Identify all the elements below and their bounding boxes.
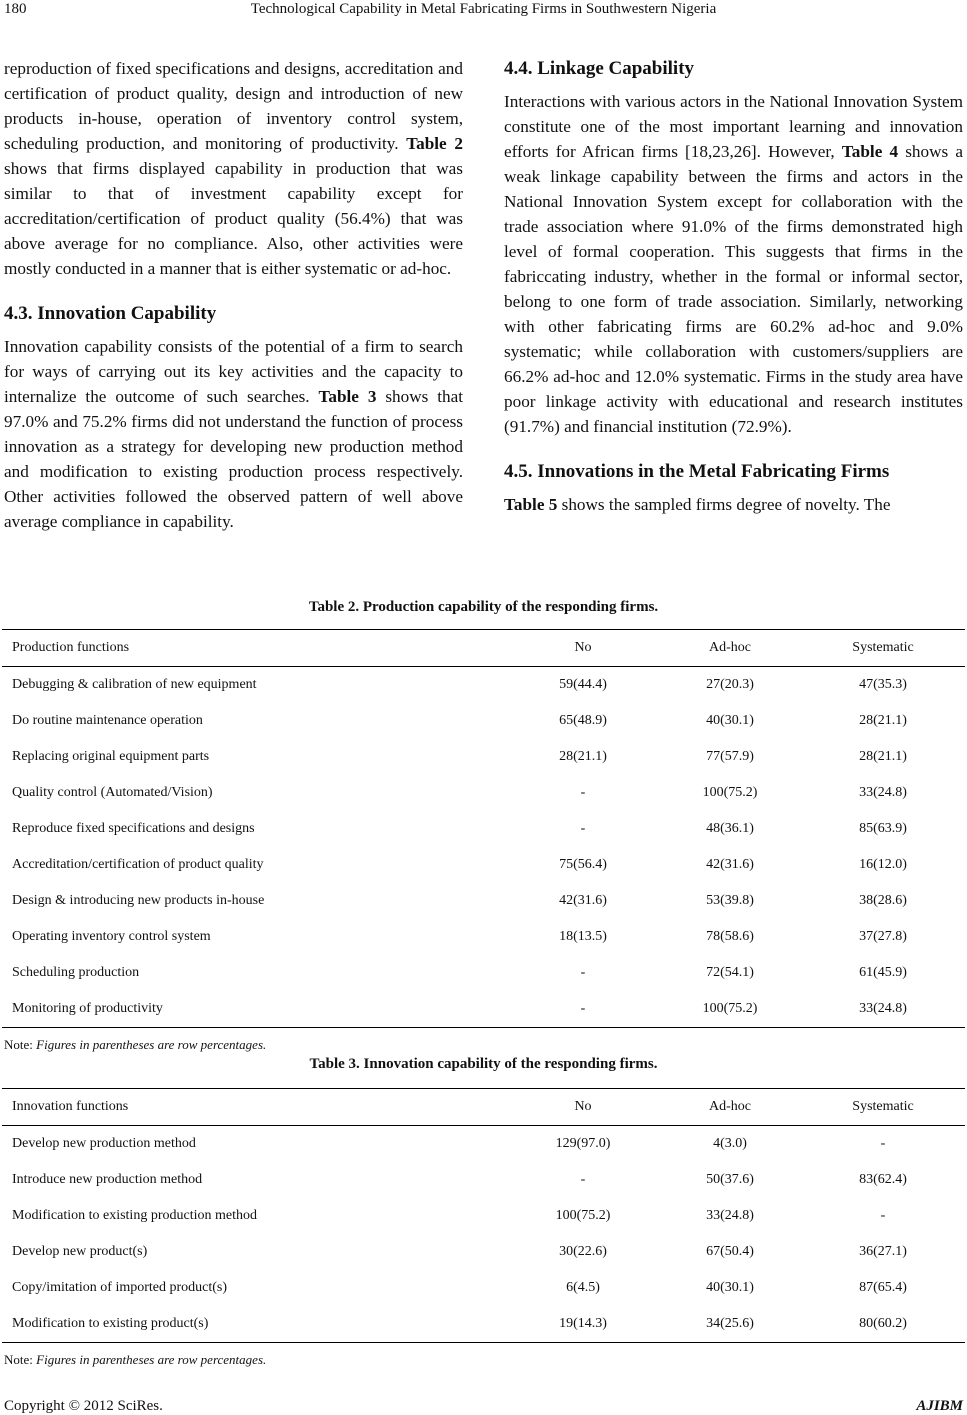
table-cell: Operating inventory control system: [12, 929, 211, 944]
table-cell: 42(31.6): [559, 893, 607, 908]
table-cell: Replacing original equipment parts: [12, 749, 210, 764]
table-row: [2, 1162, 965, 1198]
table-reference: Table 4: [841, 142, 899, 161]
table-cell: 83(62.4): [859, 1172, 907, 1187]
table-cell: 59(44.4): [559, 677, 607, 692]
table-cell: 4(3.0): [713, 1136, 747, 1151]
right-column: [504, 56, 963, 517]
table-reference: Table 3: [318, 387, 377, 406]
table-row: [2, 919, 965, 955]
table-row: [2, 847, 965, 883]
paragraph: Table 5 shows the sampled firms degree of novelty. The: [504, 495, 891, 514]
journal-abbreviation: AJIBM: [916, 1398, 963, 1414]
table-cell: -: [580, 821, 586, 836]
column-header: No: [574, 1099, 592, 1114]
table-row: [2, 955, 965, 991]
table-caption: Table 2. Production capability of the responding firms.: [308, 599, 659, 615]
table-cell: 75(56.4): [559, 857, 607, 872]
table-cell: 129(97.0): [555, 1136, 611, 1151]
table-cell: 38(28.6): [859, 893, 907, 908]
table-cell: 34(25.6): [706, 1316, 754, 1331]
table-reference: Table 2: [406, 134, 463, 153]
table-cell: Reproduce fixed specifications and designs: [12, 821, 255, 836]
table-cell: 33(24.8): [706, 1208, 754, 1223]
table-cell: 30(22.6): [559, 1244, 607, 1259]
table-cell: 6(4.5): [566, 1280, 600, 1295]
table-cell: 77(57.9): [706, 749, 754, 764]
table-row: [2, 1270, 965, 1306]
table-cell: 37(27.8): [859, 929, 907, 944]
table-2-block: [0, 597, 967, 1053]
paragraph: reproduction of fixed specifications and designs, accreditation and certification of product quality, design and introduction of new products in-house, operation of inventory control system, scheduling production, and monitoring of productivity. Table 2 shows that firms displayed capability in production that was similar to that of investment capability except for accreditation/certification of product quality (56.4%) that was above average for no compliance. Also, other activities were mostly conducted in a manner that is either systematic or ad-hoc.: [4, 59, 463, 278]
table-cell: 33(24.8): [859, 785, 907, 800]
column-header: Systematic: [852, 640, 914, 655]
table-cell: 87(65.4): [859, 1280, 907, 1295]
table-cell: 42(31.6): [706, 857, 754, 872]
table-cell: 27(20.3): [706, 677, 754, 692]
table-cell: 40(30.1): [706, 1280, 754, 1295]
table-cell: Develop new production method: [12, 1136, 196, 1151]
table-cell: 67(50.4): [706, 1244, 754, 1259]
table-row: [2, 739, 965, 775]
table-cell: 50(37.6): [706, 1172, 754, 1187]
table-cell: Accreditation/certification of product quality: [12, 857, 264, 872]
table-cell: 65(48.9): [559, 713, 607, 728]
table-row: [2, 1234, 965, 1270]
column-header: Ad-hoc: [709, 1099, 751, 1114]
table-row: [2, 1126, 965, 1163]
table-3-block: [0, 1054, 967, 1368]
table-cell: 100(75.2): [555, 1208, 611, 1223]
table-row: [2, 1198, 965, 1234]
table-cell: Develop new product(s): [12, 1244, 148, 1259]
table-cell: Scheduling production: [12, 965, 140, 980]
table-cell: Design & introducing new products in-house: [12, 893, 265, 908]
table-header-row: [2, 630, 965, 667]
running-title: Technological Capability in Metal Fabricating Firms in Southwestern Nigeria: [250, 1, 717, 17]
page-header: [0, 0, 967, 22]
table-row: [2, 775, 965, 811]
table-cell: 16(12.0): [859, 857, 907, 872]
table-row: [2, 667, 965, 704]
page-number: 180: [4, 1, 27, 17]
table-cell: Modification to existing production method: [12, 1208, 257, 1223]
table-cell: 36(27.1): [859, 1244, 907, 1259]
table-cell: 40(30.1): [706, 713, 754, 728]
table-cell: 78(58.6): [706, 929, 754, 944]
production-capability-table: [2, 629, 965, 1028]
table-cell: Copy/imitation of imported product(s): [12, 1280, 228, 1295]
table-note: Note: Figures in parentheses are row percentages.: [4, 1037, 267, 1052]
table-cell: 18(13.5): [559, 929, 607, 944]
table-cell: Monitoring of productivity: [12, 1001, 163, 1016]
table-cell: 61(45.9): [859, 965, 907, 980]
table-cell: 28(21.1): [859, 713, 907, 728]
column-header: No: [574, 640, 592, 655]
table-cell: 53(39.8): [706, 893, 754, 908]
table-cell: Modification to existing product(s): [12, 1316, 209, 1331]
column-header: Production functions: [12, 640, 130, 655]
table-row: [2, 1306, 965, 1343]
table-reference: Table 5: [504, 495, 558, 514]
table-cell: -: [580, 785, 586, 800]
table-cell: Debugging & calibration of new equipment: [12, 677, 257, 692]
table-cell: 80(60.2): [859, 1316, 907, 1331]
table-cell: 85(63.9): [859, 821, 907, 836]
table-cell: 100(75.2): [702, 785, 758, 800]
section-heading-linkage-capability: 4.4. Linkage Capability: [504, 58, 695, 79]
table-row: [2, 883, 965, 919]
table-cell: 100(75.2): [702, 1001, 758, 1016]
table-cell: 72(54.1): [706, 965, 754, 980]
copyright-notice: Copyright © 2012 SciRes.: [4, 1398, 163, 1414]
paragraph: Innovation capability consists of the potential of a firm to search for ways of carrying out its key activities and the capacity to internalize the outcome of such searches. Table 3 shows that 97.0% and 75.2% firms did not understand the function of process innovation as a strategy for developing new production method and modification to existing production process respectively. Other activities followed the observed pattern of well above average compliance in capability.: [4, 337, 463, 531]
table-cell: -: [580, 1001, 586, 1016]
table-cell: 19(14.3): [559, 1316, 607, 1331]
table-cell: Quality control (Automated/Vision): [12, 785, 213, 800]
table-cell: 28(21.1): [859, 749, 907, 764]
section-heading-innovation-capability: 4.3. Innovation Capability: [4, 303, 217, 324]
table-cell: Do routine maintenance operation: [12, 713, 203, 728]
paragraph: Interactions with various actors in the National Innovation System constitute one of the most important learning and innovation efforts for African firms [18,23,26]. However, Table 4 shows a weak linkage capability between the firms and actors in the National Innovation System except for collaboration with the trade association where 91.0% of the firms demonstrated high level of formal cooperation. This suggests that firms in the fabriccating industry, whether in the formal or informal sector, belong to one form of trade association. Similarly, networking with other fabricating firms are 60.2% ad-hoc and 9.0% systematic; while collaboration with customers/suppliers are 66.2% ad-hoc and 12.0% systematic. Firms in the study area have poor linkage activity with educational and research institutes (91.7%) and financial institution (72.9%).: [504, 92, 964, 436]
left-column: [4, 56, 463, 534]
table-cell: -: [880, 1208, 886, 1223]
table-cell: -: [880, 1136, 886, 1151]
table-row: [2, 703, 965, 739]
table-cell: 33(24.8): [859, 1001, 907, 1016]
table-row: [2, 811, 965, 847]
column-header: Ad-hoc: [709, 640, 751, 655]
column-header: Systematic: [852, 1099, 914, 1114]
table-note: Note: Figures in parentheses are row percentages.: [4, 1352, 267, 1367]
table-cell: -: [580, 1172, 586, 1187]
section-heading-innovations: 4.5. Innovations in the Metal Fabricating Firms: [504, 461, 890, 482]
table-cell: 48(36.1): [706, 821, 754, 836]
table-caption: Table 3. Innovation capability of the responding firms.: [309, 1056, 658, 1072]
table-cell: 28(21.1): [559, 749, 607, 764]
table-header-row: [2, 1089, 965, 1126]
table-row: [2, 991, 965, 1028]
column-header: Innovation functions: [12, 1099, 129, 1114]
innovation-capability-table: [2, 1088, 965, 1343]
table-cell: Introduce new production method: [12, 1172, 203, 1187]
table-cell: -: [580, 965, 586, 980]
table-cell: 47(35.3): [859, 677, 907, 692]
